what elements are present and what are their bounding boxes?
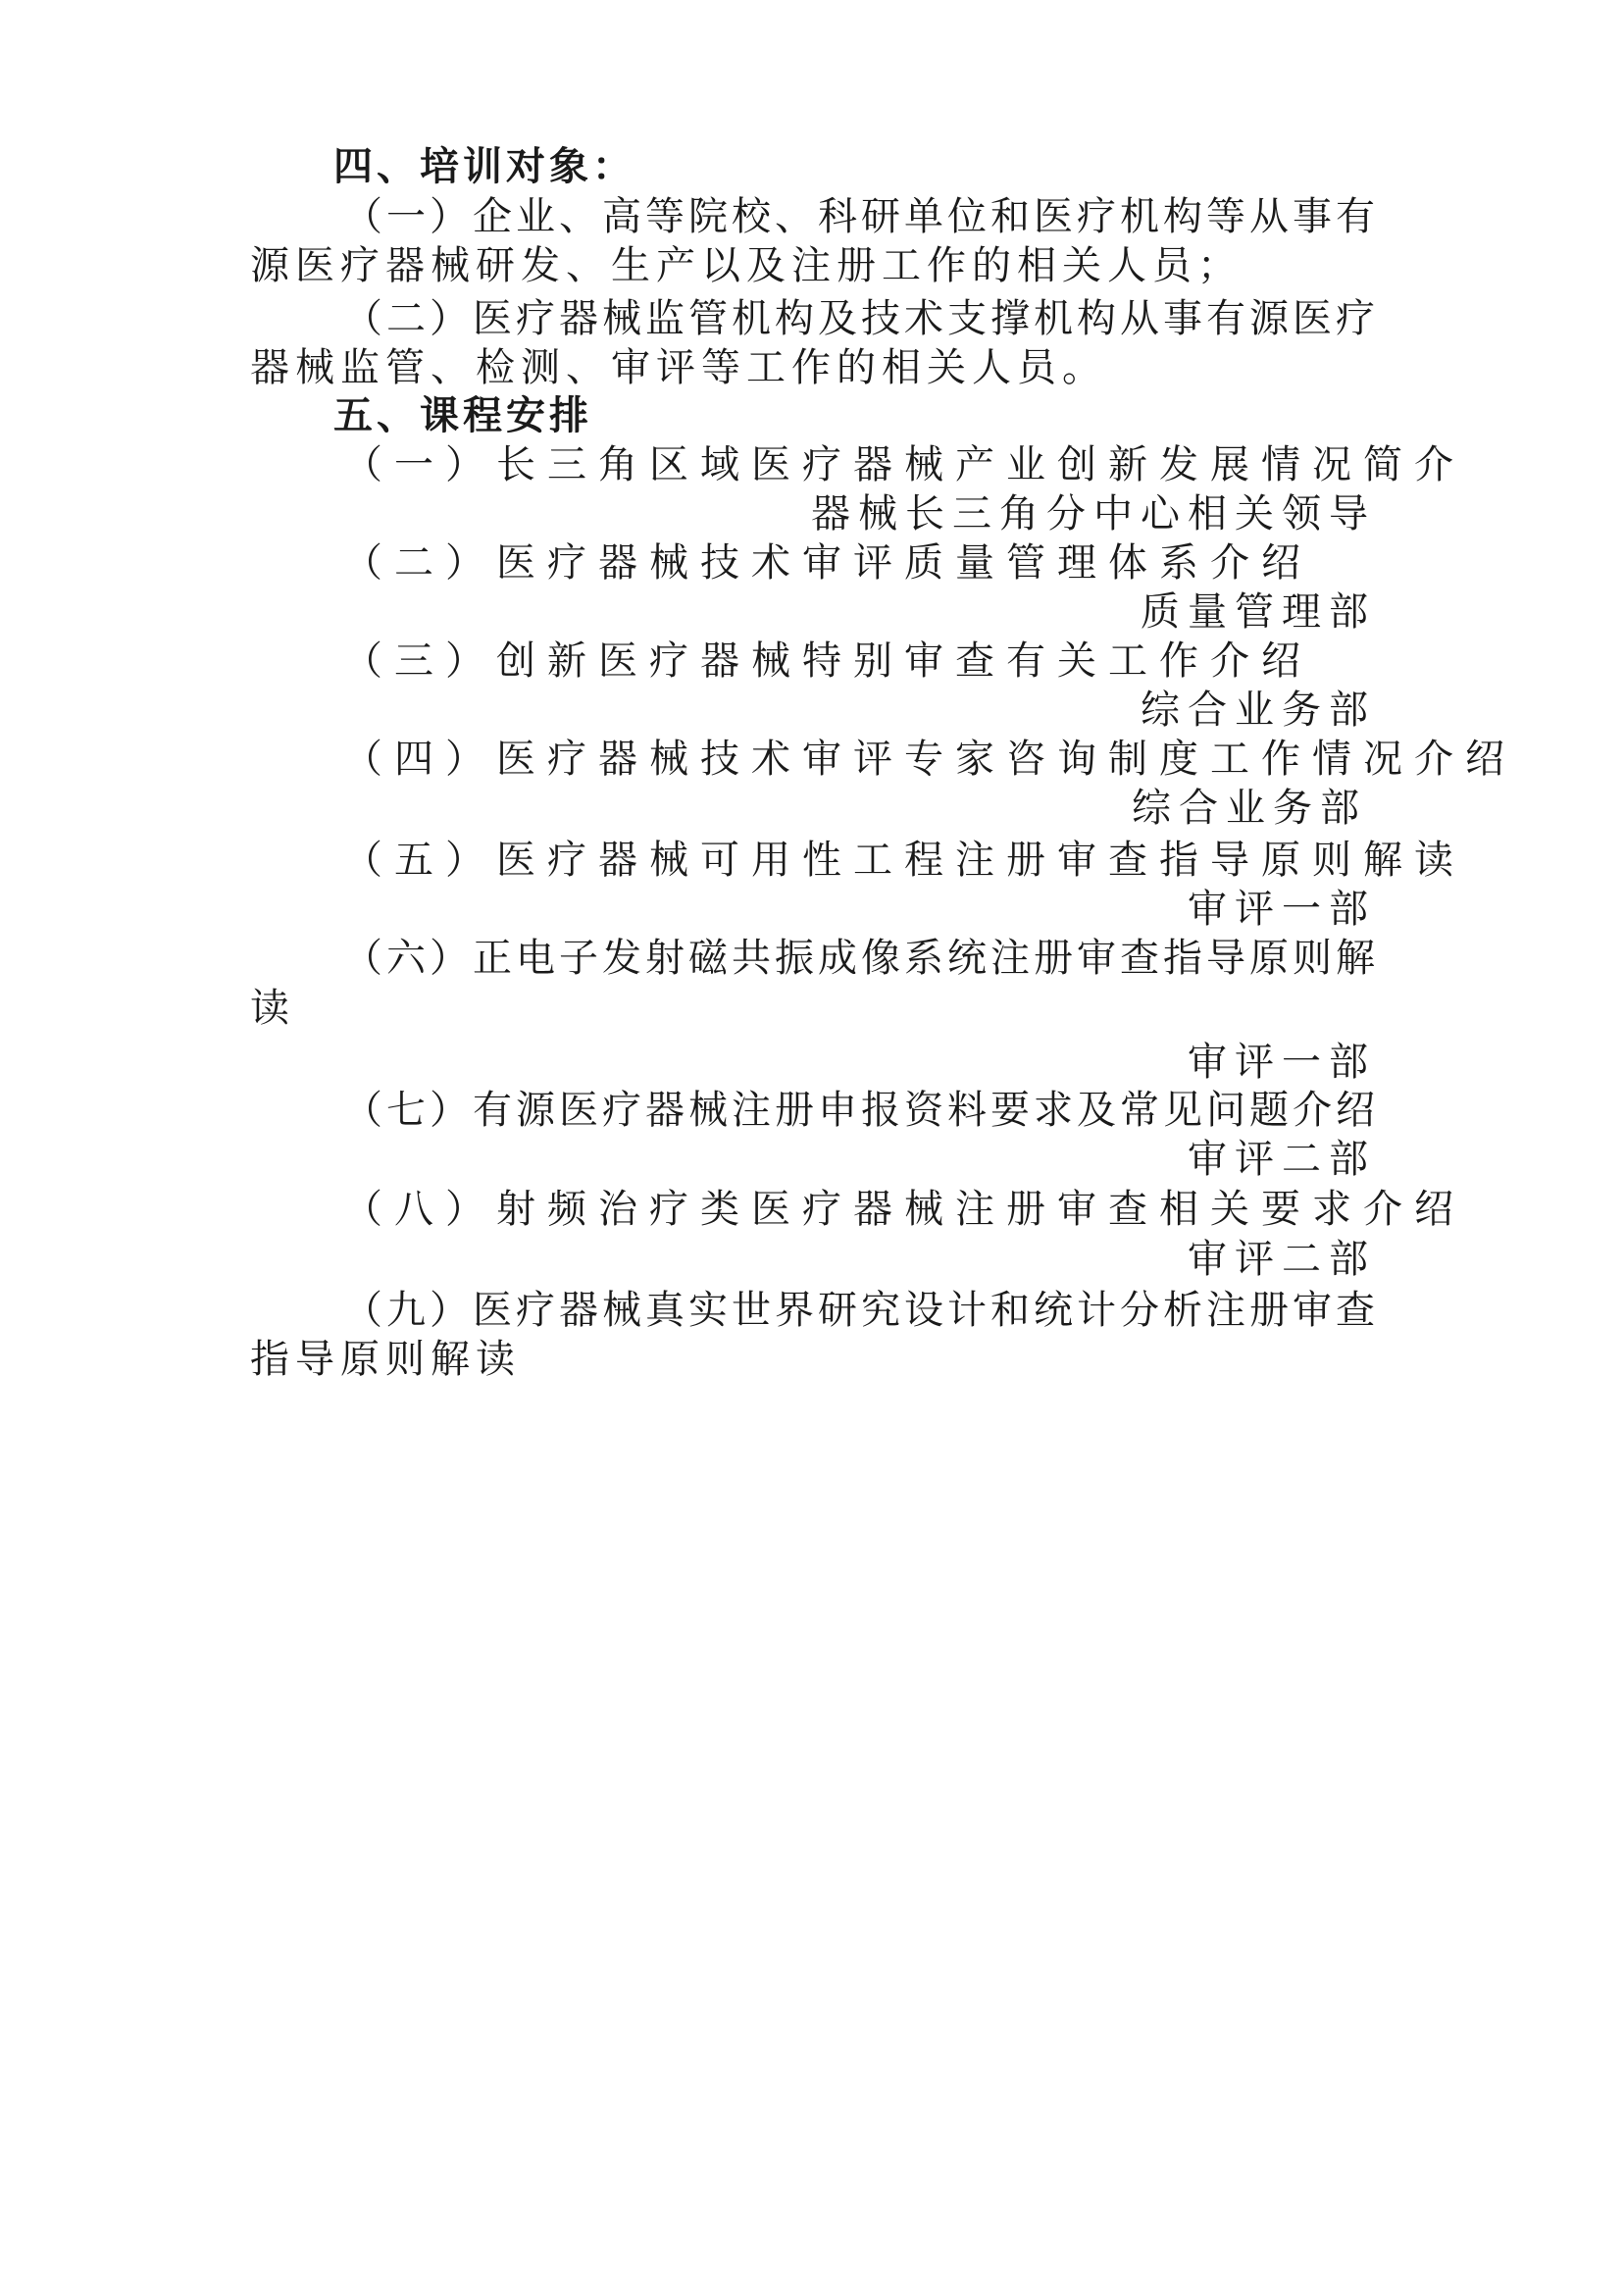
course-7-speaker: 审评二部 <box>1188 1137 1376 1182</box>
target-item-2-line2: 器械监管、检测、审评等工作的相关人员。 <box>250 345 1107 390</box>
course-5-title: （五）医疗器械可用性工程注册审查指导原则解读 <box>343 838 1465 883</box>
course-9-title-cont: 指导原则解读 <box>250 1337 521 1382</box>
target-item-1-line1: （一）企业、高等院校、科研单位和医疗机构等从事有 <box>343 194 1375 239</box>
course-1-speaker: 器械长三角分中心相关领导 <box>811 491 1376 536</box>
course-6-title-cont: 读 <box>250 986 295 1031</box>
target-item-1-line2: 源医疗器械研发、生产以及注册工作的相关人员； <box>250 243 1243 288</box>
course-2-title: （二）医疗器械技术审评质量管理体系介绍 <box>343 540 1312 586</box>
course-1-title: （一）长三角区域医疗器械产业创新发展情况简介 <box>343 442 1465 487</box>
course-5-speaker: 审评一部 <box>1188 887 1376 932</box>
course-6-speaker: 审评一部 <box>1188 1040 1376 1085</box>
course-3-speaker: 综合业务部 <box>1141 688 1376 733</box>
course-8-title: （八）射频治疗类医疗器械注册审查相关要求介绍 <box>343 1187 1465 1232</box>
course-7-title: （七）有源医疗器械注册申报资料要求及常见问题介绍 <box>343 1088 1375 1133</box>
section-five-heading: 五、课程安排 <box>333 393 592 438</box>
course-6-title: （六）正电子发射磁共振成像系统注册审查指导原则解 <box>343 936 1375 981</box>
target-item-2-line1: （二）医疗器械监管机构及技术支撑机构从事有源医疗 <box>343 296 1375 341</box>
course-2-speaker: 质量管理部 <box>1141 589 1376 635</box>
course-9-title: （九）医疗器械真实世界研究设计和统计分析注册审查 <box>343 1288 1375 1333</box>
course-8-speaker: 审评二部 <box>1188 1237 1376 1282</box>
course-4-title: （四）医疗器械技术审评专家咨询制度工作情况介绍 <box>343 737 1516 782</box>
course-4-speaker: 综合业务部 <box>1132 786 1367 831</box>
section-four-heading: 四、培训对象： <box>333 144 635 189</box>
course-3-title: （三）创新医疗器械特别审查有关工作介绍 <box>343 638 1312 684</box>
